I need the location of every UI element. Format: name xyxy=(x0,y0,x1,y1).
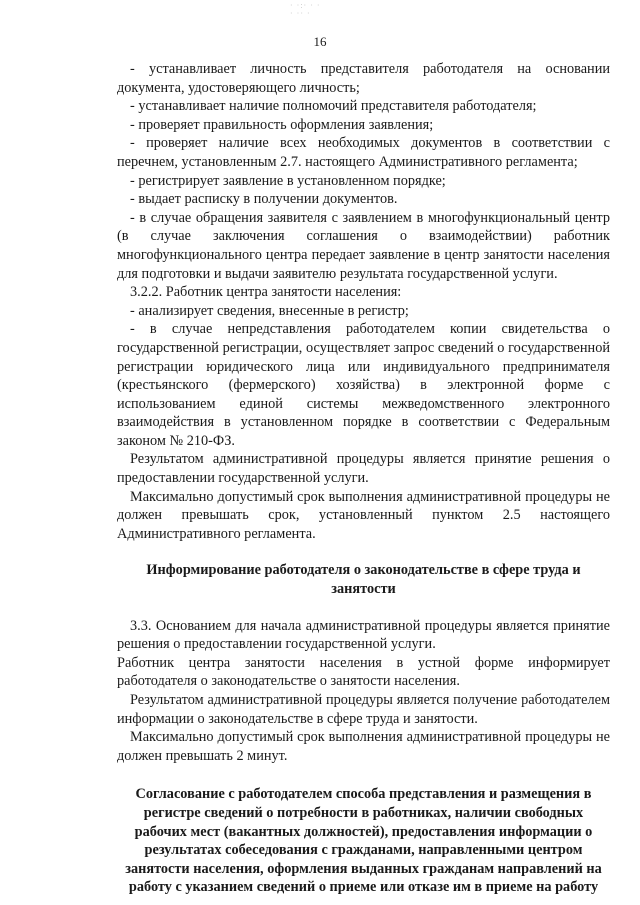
paragraph: - устанавливает личность представителя работодателя на основании документа, удостоверяющего личность; xyxy=(117,61,610,96)
paragraph: Максимально допустимый срок выполнения административной процедуры не должен превышать 2 минут. xyxy=(117,729,610,764)
paragraph: Результатом административной процедуры является получение работодателем информации о законодательстве в сфере труда и занятости. xyxy=(117,692,610,727)
paragraph: - в случае обращения заявителя с заявлением в многофункциональный центр (в случае заключения соглашения о взаимодействии) работник многофункционального центра передает заявление в центр занятости населения для подготовки и выдачи заявителю результата государственной услуги. xyxy=(117,209,610,282)
page-number: 16 xyxy=(313,34,327,49)
paragraph: 3.3. Основанием для начала административной процедуры является принятие решения о предоставлении государственной услуги. xyxy=(117,617,610,653)
document-body xyxy=(117,60,610,897)
paragraph: - выдает расписку в получении документов. xyxy=(130,191,398,208)
paragraph: Работник центра занятости населения в устной форме информирует работодателя о законодательстве о занятости населения. xyxy=(117,654,610,690)
paragraph: Максимально допустимый срок выполнения административной процедуры не должен превышать срок, установленный пунктом 2.5 настоящего Административного регламента. xyxy=(117,488,610,542)
section-heading: Информирование работодателя о законодательстве в сфере труда и занятости xyxy=(146,562,581,598)
paragraph: - в случае непредставления работодателем копии свидетельства о государственной регистрации, осуществляет запрос сведений о государственной регистрации юридического лица или индивидуального предпринимателя (крестьянского (фермерского) хозяйства) в электронной форме с использованием единой системы межведомственного электронного взаимодействия в установленном порядке в соответствии с Федеральным законом № 210-ФЗ. xyxy=(117,321,610,449)
paragraph: - проверяет правильность оформления заявления; xyxy=(130,116,434,133)
paragraph: Результатом административной процедуры является принятие решения о предоставлении государственной услуги. xyxy=(117,451,610,487)
paragraph: - устанавливает наличие полномочий представителя работодателя; xyxy=(130,98,537,115)
paragraph: 3.2.2. Работник центра занятости населения: xyxy=(130,284,402,301)
paragraph: - регистрирует заявление в установленном порядке; xyxy=(130,172,446,189)
paragraph: - проверяет наличие всех необходимых документов в соответствии с перечнем, установленным 2.7. настоящего Административного регламента; xyxy=(117,135,610,170)
scan-artifact: · ·:· · · · ·· · xyxy=(290,1,321,18)
paragraph: - анализирует сведения, внесенные в регистр; xyxy=(130,302,409,319)
section-heading: Согласование с работодателем способа представления и размещения в регистре сведений о потребности в работниках, наличии свободных рабочих мест (вакантных должностей), предоставления информации о результатах собеседования с гражданами, направленными центром занятости населения, оформления выданных гражданам направлений на работу с указанием сведений о приеме или отказе им в приеме на работу xyxy=(125,786,602,896)
